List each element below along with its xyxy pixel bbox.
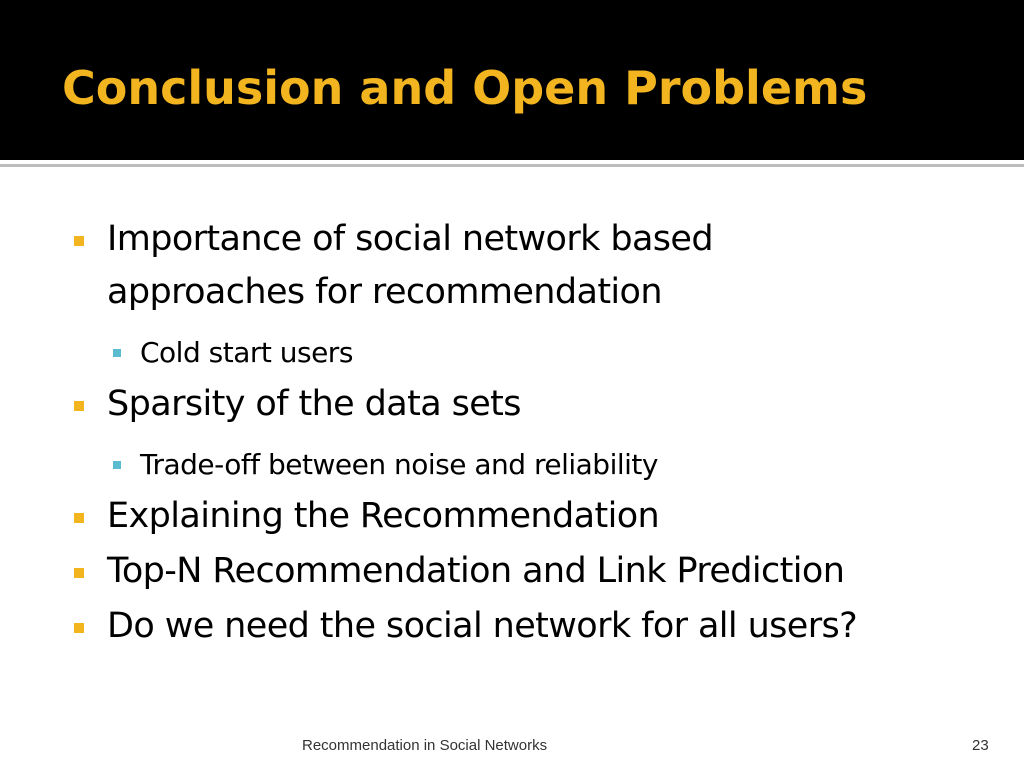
page-number: 23 (972, 737, 989, 754)
subbullet-square-icon (113, 461, 121, 469)
bullet-square-icon (74, 623, 84, 633)
bullet-item: Importance of social network based (107, 219, 713, 259)
bullet-square-icon (74, 401, 84, 411)
subbullet-item: Cold start users (140, 336, 353, 369)
bullet-item: Explaining the Recommendation (107, 496, 660, 536)
slide-title: Conclusion and Open Problems (62, 61, 868, 115)
bullet-square-icon (74, 513, 84, 523)
bullet-item-continuation: approaches for recommendation (107, 272, 662, 312)
title-bar (0, 0, 1024, 160)
footer-caption: Recommendation in Social Networks (302, 737, 548, 754)
bullet-square-icon (74, 568, 84, 578)
subbullet-item: Trade-off between noise and reliability (140, 448, 658, 481)
bullet-item: Sparsity of the data sets (107, 384, 521, 424)
bullet-square-icon (74, 236, 84, 246)
bullet-item: Top-N Recommendation and Link Prediction (107, 551, 845, 591)
bullet-item: Do we need the social network for all users? (107, 606, 858, 646)
title-divider (0, 164, 1024, 167)
subbullet-square-icon (113, 349, 121, 357)
